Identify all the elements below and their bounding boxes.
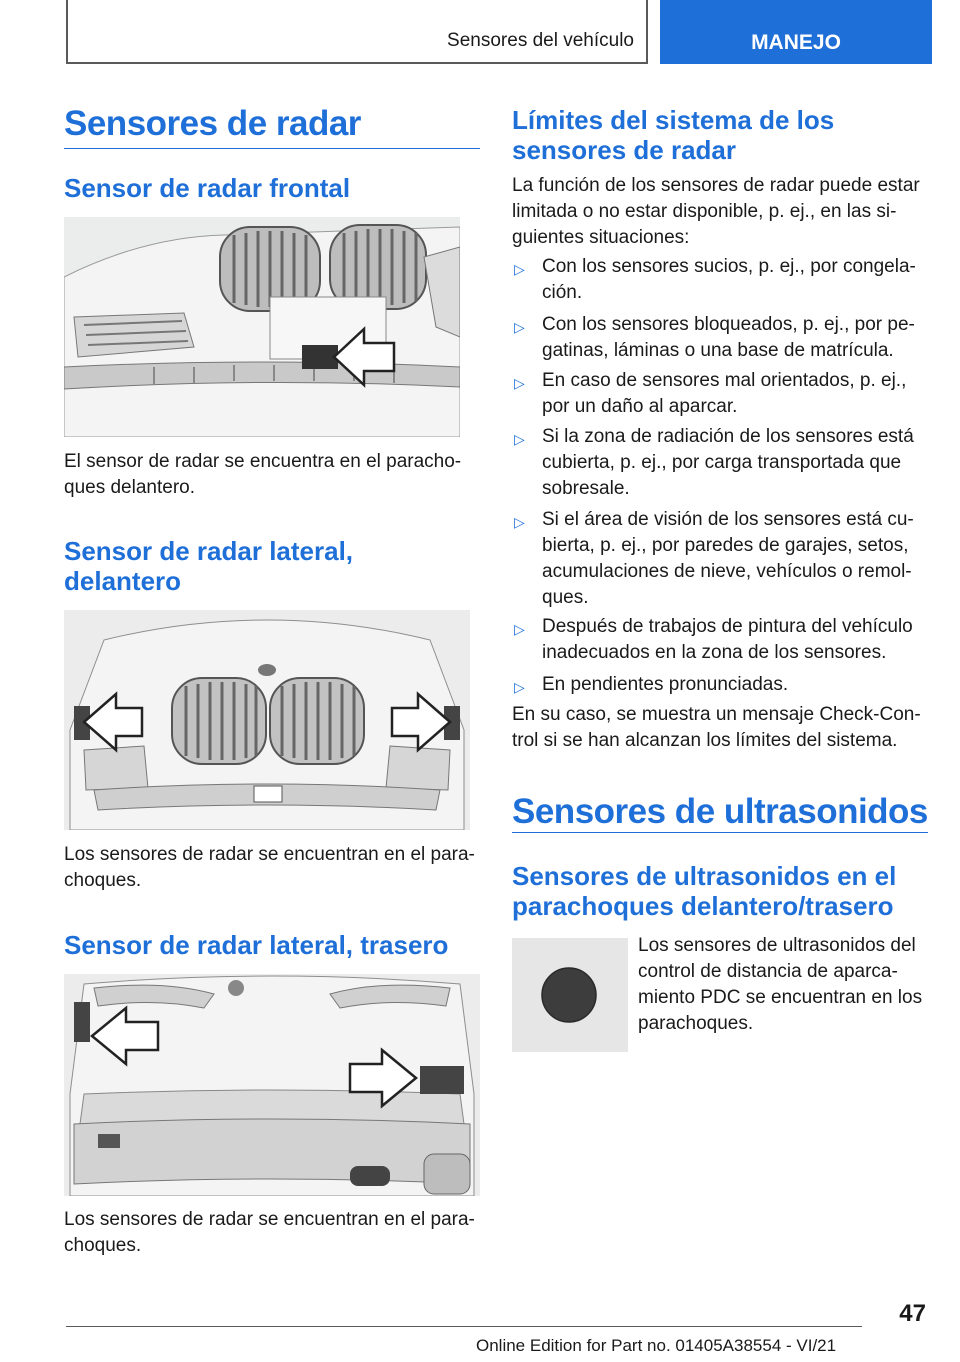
ultrasonic-text-line-1: Los sensores de ultrasonidos del [638, 935, 916, 956]
heading-radar-sensors: Sensores de radar [64, 104, 361, 143]
ultrasonic-text-line-2: control de distancia de aparca- [638, 961, 898, 982]
header-section-title: Sensores del vehículo [447, 30, 634, 51]
side-front-radar-caption-line-2: choques. [64, 870, 142, 891]
page-number: 47 [899, 1300, 926, 1327]
heading-rule [64, 148, 480, 149]
footer-rule [66, 1326, 862, 1327]
heading-ultrasonic-bumper-line-1: Sensores de ultrasonidos en el [512, 861, 897, 891]
limits-intro-line-3: guientes situaciones: [512, 227, 690, 248]
triangle-bullet-icon: ▷ [514, 621, 525, 637]
side-rear-radar-caption-line-2: choques. [64, 1235, 142, 1256]
limits-outro-line-1: En su caso, se muestra un mensaje Check-Con- [512, 704, 921, 725]
front-radar-caption-line-2: ques delantero. [64, 477, 195, 498]
header-chapter-tab[interactable]: MANEJO [660, 0, 932, 64]
front-radar-caption-line-1: El sensor de radar se encuentra en el paracho- [64, 451, 462, 472]
heading-system-limits-line-1: Límites del sistema de los [512, 105, 835, 135]
front-radar-figure [64, 217, 460, 437]
ultrasonic-text-line-4: parachoques. [638, 1013, 754, 1034]
heading-side-front-radar-line-1: Sensor de radar lateral, [64, 536, 354, 566]
heading-system-limits-line-2: sensores de radar [512, 135, 737, 165]
heading-rule [512, 832, 928, 833]
limits-intro-line-1: La función de los sensores de radar puede estar [512, 175, 920, 196]
triangle-bullet-icon: ▷ [514, 514, 525, 530]
header-frame [66, 0, 648, 64]
side-front-radar-caption-line-1: Los sensores de radar se encuentran en el para- [64, 844, 475, 865]
limits-outro-line-2: trol si se han alcanzan los límites del sistema. [512, 730, 898, 751]
limits-intro-line-2: limitada o no estar disponible, p. ej., en las si- [512, 201, 897, 222]
side-front-radar-figure [64, 610, 470, 830]
triangle-bullet-icon: ▷ [514, 319, 525, 335]
side-rear-radar-figure [64, 974, 480, 1196]
triangle-bullet-icon: ▷ [514, 679, 525, 695]
heading-side-front-radar-line-2: delantero [64, 566, 182, 596]
heading-side-rear-radar: Sensor de radar lateral, trasero [64, 930, 449, 960]
heading-ultrasonic-sensors: Sensores de ultrasonidos [512, 792, 928, 831]
heading-front-radar: Sensor de radar frontal [64, 173, 351, 203]
ultrasonic-text-line-3: miento PDC se encuentran en los [638, 987, 923, 1008]
side-rear-radar-caption-line-1: Los sensores de radar se encuentran en el para- [64, 1209, 475, 1230]
triangle-bullet-icon: ▷ [514, 431, 525, 447]
triangle-bullet-icon: ▷ [514, 261, 525, 277]
triangle-bullet-icon: ▷ [514, 375, 525, 391]
heading-ultrasonic-bumper-line-2: parachoques delantero/trasero [512, 891, 894, 921]
ultrasonic-sensor-figure [512, 938, 628, 1052]
footer-edition: Online Edition for Part no. 01405A38554 - VI/21 [476, 1336, 837, 1355]
